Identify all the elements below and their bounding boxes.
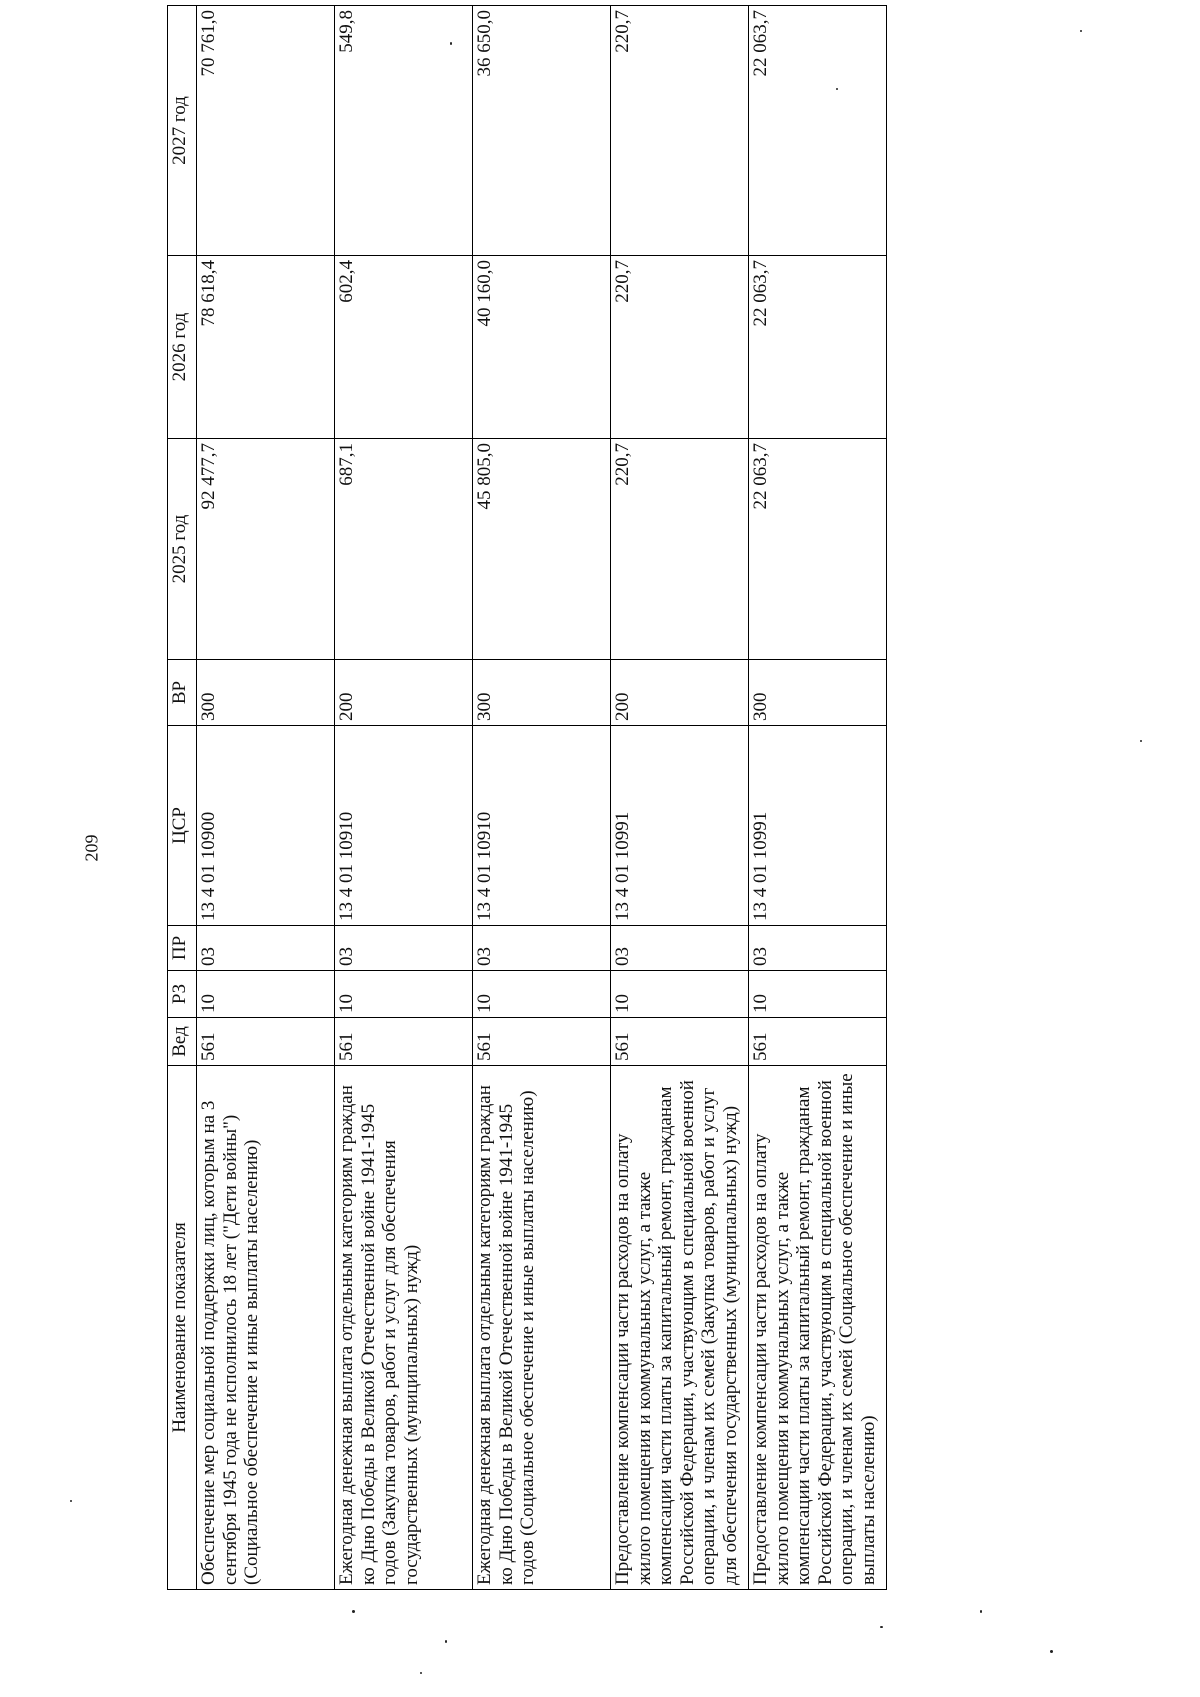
scan-speck [880,1626,883,1628]
row-rz: 10 [473,971,611,1018]
row-csr: 13 4 01 10991 [749,726,887,926]
row-rz: 10 [749,971,887,1018]
scan-speck [445,1640,447,1643]
row-name: Предоставление компенсации части расходов на оплату жилого помещения и коммунальных услуг, а также компенсации части платы за капитальный ремонт, гражданам Российской Федерации, участвующим в специальной военной операции, и членам их семей (Социальное обеспечение и иные выплаты населению) [749,1066,887,1590]
table-row [749,6,887,1590]
header-rz: РЗ [168,971,197,1018]
row-rz: 10 [197,971,335,1018]
table-row [611,6,749,1590]
table-row [473,6,611,1590]
row-vr: 200 [335,660,473,726]
header-vr: ВР [168,660,197,726]
row-2027: 22 063,7 [749,6,887,256]
row-pr: 03 [335,926,473,971]
scan-speck [450,42,452,45]
rotated-table-wrapper [167,6,1121,1590]
scan-speck [1080,30,1082,32]
row-2026: 22 063,7 [749,256,887,439]
row-pr: 03 [611,926,749,971]
row-vr: 300 [197,660,335,726]
row-2026: 220,7 [611,256,749,439]
row-ved: 561 [749,1018,887,1066]
row-ved: 561 [335,1018,473,1066]
row-ved: 561 [473,1018,611,1066]
row-2026: 602,4 [335,256,473,439]
header-name: Наименование показателя [168,1066,197,1590]
row-2026: 78 618,4 [197,256,335,439]
row-vr: 300 [473,660,611,726]
row-ved: 561 [197,1018,335,1066]
row-2027: 549,8 [335,6,473,256]
row-name: Ежегодная денежная выплата отдельным категориям граждан ко Дню Победы в Великой Отечественной войне 1941-1945 годов (Закупка товаров, работ и услуг для обеспечения государственных (муниципальных) нужд) [335,1066,473,1590]
row-csr: 13 4 01 10900 [197,726,335,926]
row-pr: 03 [197,926,335,971]
row-2025: 92 477,7 [197,439,335,660]
header-ved: Вед [168,1018,197,1066]
scan-speck [1140,740,1142,742]
row-vr: 200 [611,660,749,726]
row-rz: 10 [611,971,749,1018]
row-pr: 03 [473,926,611,971]
scan-speck [420,1672,422,1674]
header-2027: 2027 год [168,6,197,256]
row-2027: 220,7 [611,6,749,256]
row-2025: 220,7 [611,439,749,660]
scan-speck [1050,1650,1053,1653]
header-csr: ЦСР [168,726,197,926]
scan-speck [352,1610,355,1613]
table-row [197,6,335,1590]
row-2025: 22 063,7 [749,439,887,660]
row-2027: 36 650,0 [473,6,611,256]
scan-speck [70,1500,72,1502]
row-pr: 03 [749,926,887,971]
row-csr: 13 4 01 10910 [335,726,473,926]
table-row [335,6,473,1590]
row-2025: 687,1 [335,439,473,660]
scan-speck [836,88,838,90]
row-2026: 40 160,0 [473,256,611,439]
scan-speck [980,1610,982,1613]
table-header-row [168,6,197,1590]
row-csr: 13 4 01 10910 [473,726,611,926]
header-2026: 2026 год [168,256,197,439]
row-name: Предоставление компенсации части расходов на оплату жилого помещения и коммунальных услуг, а также компенсации части платы за капитальный ремонт, гражданам Российской Федерации, участвующим в специальной военной операции, и членам их семей (Закупка товаров, работ и услуг для обеспечения государственных (муниципальных) нужд) [611,1066,749,1590]
row-csr: 13 4 01 10991 [611,726,749,926]
header-pr: ПР [168,926,197,971]
row-rz: 10 [335,971,473,1018]
row-name: Ежегодная денежная выплата отдельным категориям граждан ко Дню Победы в Великой Отечественной войне 1941-1945 годов (Социальное обеспечение и иные выплаты населению) [473,1066,611,1590]
row-vr: 300 [749,660,887,726]
row-name: Обеспечение мер социальной поддержки лиц, которым на 3 сентября 1945 года не исполнилось 18 лет ("Дети войны") (Социальное обеспечение и иные выплаты населению) [197,1066,335,1590]
budget-table [167,5,887,1590]
row-2025: 45 805,0 [473,439,611,660]
row-ved: 561 [611,1018,749,1066]
header-2025: 2025 год [168,439,197,660]
page-number: 209 [81,834,102,862]
row-2027: 70 761,0 [197,6,335,256]
